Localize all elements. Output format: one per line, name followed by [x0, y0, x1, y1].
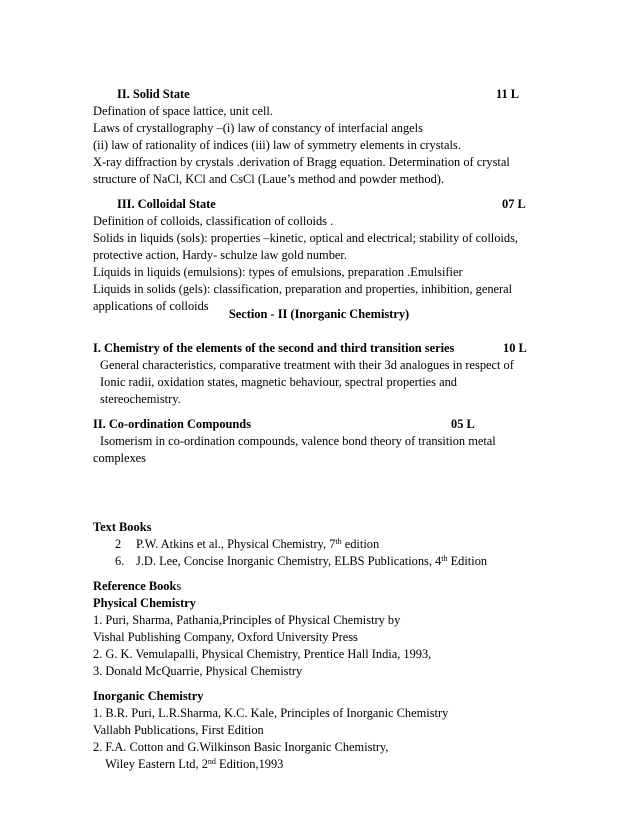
solid-state-line: Defination of space lattice, unit cell.: [93, 104, 273, 118]
transition-line: General characteristics, comparative treatment with their 3d analogues in respect of: [100, 358, 514, 372]
solid-state-line: Laws of crystallography –(i) law of constancy of interfacial angels: [93, 121, 423, 135]
colloidal-state-line: Solids in liquids (sols): properties –kinetic, optical and electrical; stability of colloids,: [93, 231, 518, 245]
physical-chemistry-heading: Physical Chemistry: [93, 596, 196, 610]
colloidal-state-line: Definition of colloids, classification of colloids .: [93, 214, 334, 228]
transition-line: Ionic radii, oxidation states, magnetic behaviour, spectral properties and: [100, 375, 457, 389]
inorganic-reference-line: 1. B.R. Puri, L.R.Sharma, K.C. Kale, Principles of Inorganic Chemistry: [93, 706, 449, 720]
physical-reference-line: 3. Donald McQuarrie, Physical Chemistry: [93, 664, 303, 678]
inorganic-reference-line: Vallabh Publications, First Edition: [93, 723, 264, 737]
coordination-line: complexes: [93, 451, 146, 465]
colloidal-state-line: protective action, Hardy- schulze law gold number.: [93, 248, 347, 262]
inorganic-reference-line: Wiley Eastern Ltd, 2nd Edition,1993: [93, 757, 284, 771]
solid-state-heading: II. Solid State: [117, 87, 190, 101]
colloidal-state-line: applications of colloids: [93, 299, 209, 313]
section-title: Section - II (Inorganic Chemistry): [228, 307, 410, 321]
transition-heading: I. Chemistry of the elements of the second and third transition series: [93, 341, 455, 355]
colloidal-state-hours: 07 L: [502, 197, 526, 211]
solid-state-line: X-ray diffraction by crystals .derivation of Bragg equation. Determination of crystal: [93, 155, 510, 169]
solid-state-hours: 11 L: [496, 87, 520, 101]
physical-reference-line: Vishal Publishing Company, Oxford University Press: [93, 630, 358, 644]
text-book-item: P.W. Atkins et al., Physical Chemistry, 7th edition: [136, 537, 380, 551]
colloidal-state-line: Liquids in solids (gels): classification, preparation and properties, inhibition, general: [93, 282, 513, 296]
transition-line: stereochemistry.: [100, 392, 181, 406]
text-book-item: J.D. Lee, Concise Inorganic Chemistry, ELBS Publications, 4th Edition: [136, 554, 488, 568]
transition-hours: 10 L: [503, 341, 527, 355]
solid-state-line: (ii) law of rationality of indices (iii) law of symmetry elements in crystals.: [93, 138, 461, 152]
text-book-number: 6.: [115, 554, 125, 568]
physical-reference-line: 1. Puri, Sharma, Pathania,Principles of Physical Chemistry by: [93, 613, 401, 627]
text-books-heading: Text Books: [93, 520, 152, 534]
reference-books-heading: Reference Books: [93, 579, 182, 593]
inorganic-chemistry-heading: Inorganic Chemistry: [93, 689, 204, 703]
colloidal-state-heading: III. Colloidal State: [117, 197, 216, 211]
solid-state-line: structure of NaCl, KCl and CsCl (Laue’s method and powder method).: [93, 172, 444, 186]
coordination-heading: II. Co-ordination Compounds: [93, 417, 252, 431]
coordination-hours: 05 L: [451, 417, 475, 431]
inorganic-reference-line: 2. F.A. Cotton and G.Wilkinson Basic Inorganic Chemistry,: [93, 740, 389, 754]
physical-reference-line: 2. G. K. Vemulapalli, Physical Chemistry, Prentice Hall India, 1993,: [93, 647, 432, 661]
text-book-number: 2: [115, 537, 122, 551]
colloidal-state-line: Liquids in liquids (emulsions): types of emulsions, preparation .Emulsifier: [93, 265, 463, 279]
coordination-line: Isomerism in co-ordination compounds, valence bond theory of transition metal: [100, 434, 496, 448]
